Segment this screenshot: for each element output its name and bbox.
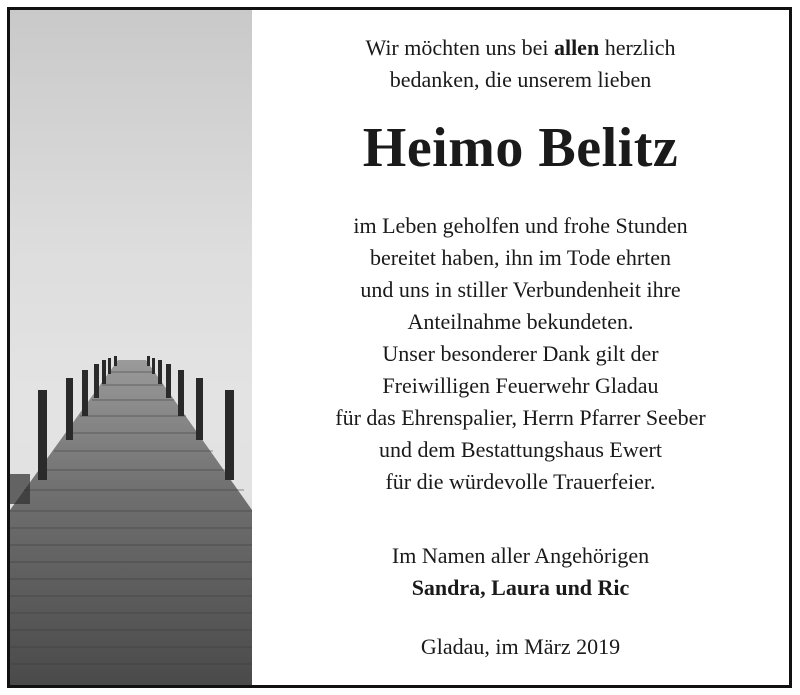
- closing-line: Im Namen aller Angehörigen: [391, 543, 650, 568]
- body-line: Freiwilligen Feuerwehr Gladau: [382, 373, 659, 398]
- place-date: Gladau, im März 2019: [420, 634, 621, 659]
- body-text: [252, 210, 789, 498]
- deceased-name: Heimo Belitz: [362, 117, 679, 179]
- body-line: Unser besonderer Dank gilt der: [382, 341, 659, 366]
- signatories: Sandra, Laura und Ric: [411, 575, 630, 600]
- intro: [252, 32, 789, 96]
- body-line: Anteilnahme bekundeten.: [407, 309, 634, 334]
- obituary-notice: [7, 7, 792, 688]
- intro-line-1: Wir möchten uns bei allen herzlich: [365, 35, 676, 60]
- body-line: und dem Bestattungshaus Ewert: [379, 437, 662, 462]
- body-line: für das Ehrenspalier, Herrn Pfarrer Seeber: [335, 405, 706, 430]
- pier-photo: [10, 10, 252, 685]
- notice-text: [252, 10, 789, 685]
- body-line: bereitet haben, ihn im Tode ehrten: [369, 245, 672, 270]
- intro-emphasis: allen: [553, 35, 600, 60]
- body-line: und uns in stiller Verbundenheit ihre: [360, 277, 681, 302]
- body-line: im Leben geholfen und frohe Stunden: [353, 213, 688, 238]
- signature-block: [252, 540, 789, 604]
- intro-line-2: bedanken, die unserem lieben: [389, 67, 652, 92]
- body-line: für die würdevolle Trauerfeier.: [385, 469, 656, 494]
